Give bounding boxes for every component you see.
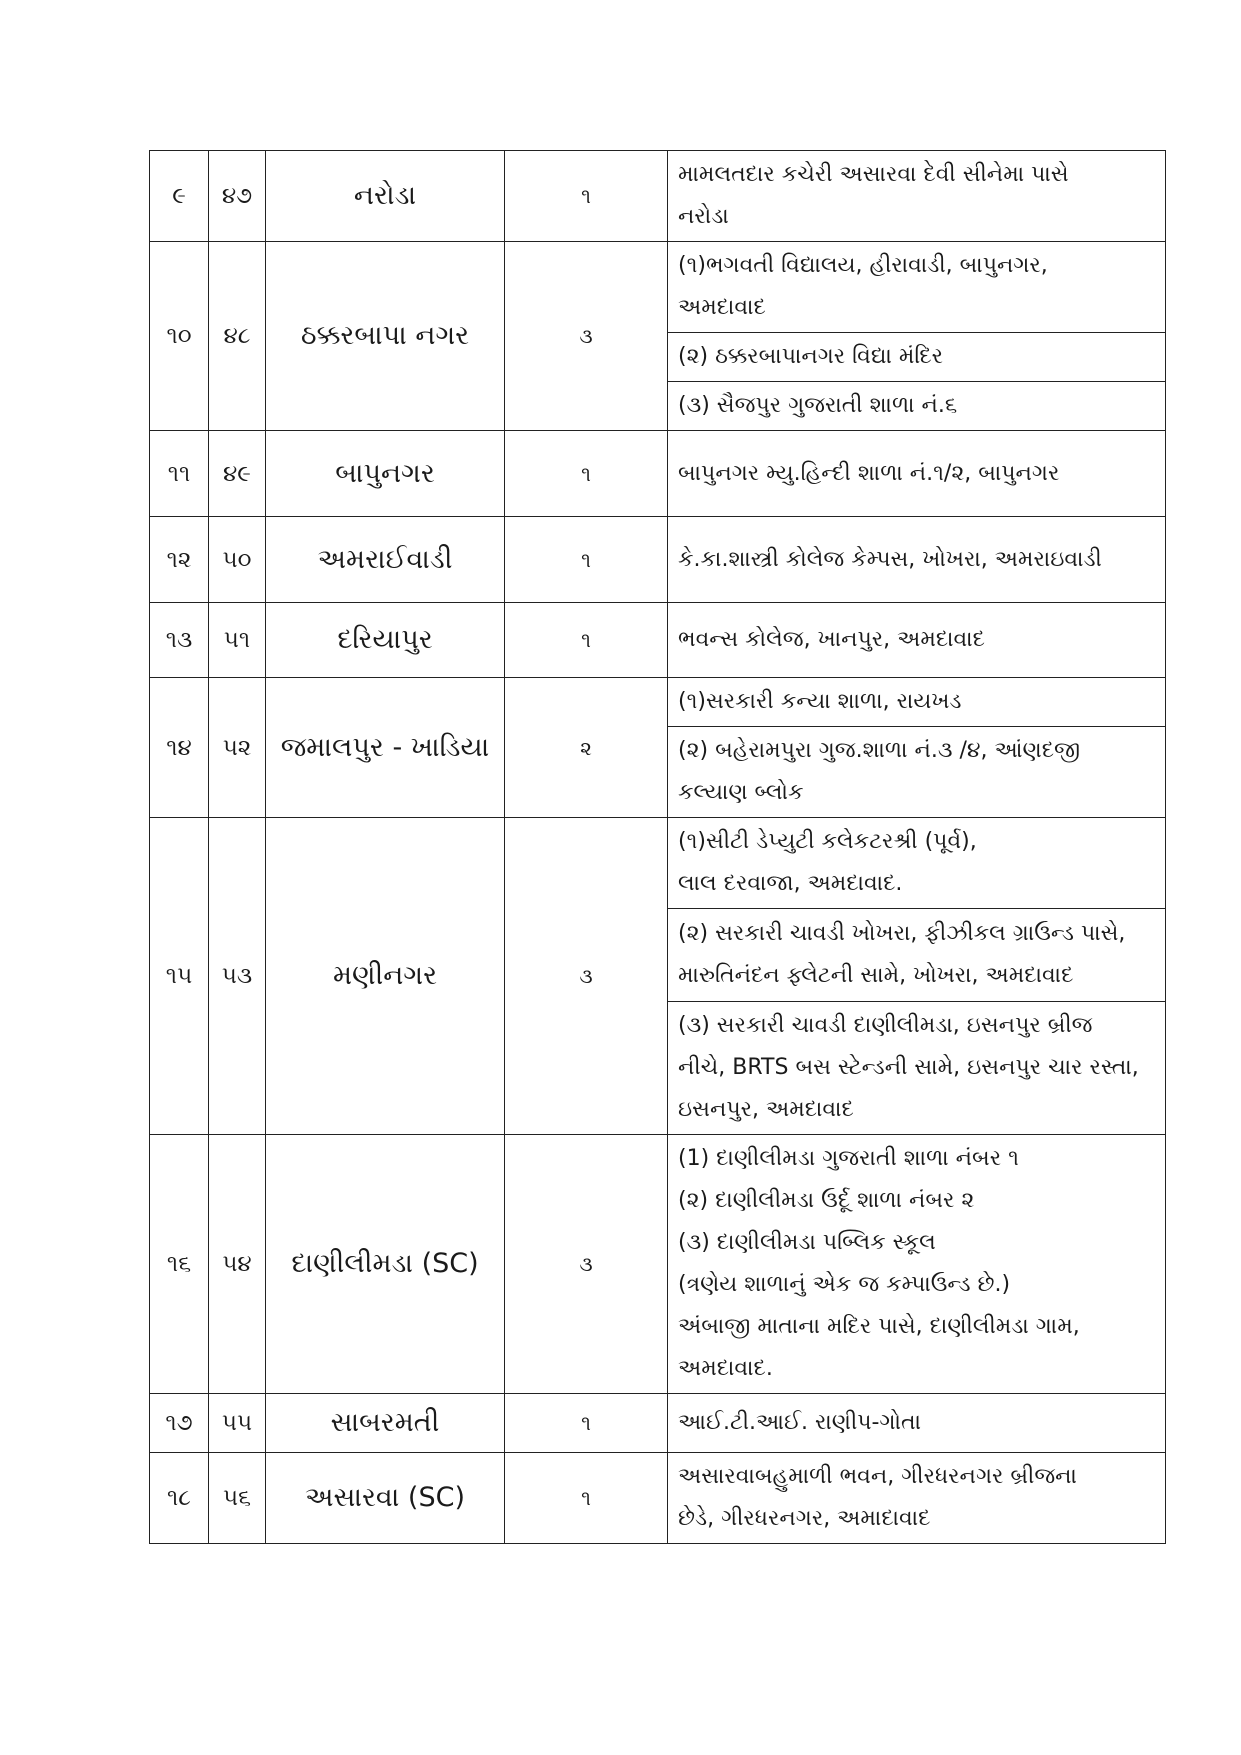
address-line: (૨) દાણીલીમડા ઉર્દૂ શાળા નંબર ૨ bbox=[678, 1188, 975, 1213]
table-row bbox=[150, 818, 1166, 909]
address-line: (૩) દાણીલીમડા પબ્લિક સ્કૂલ bbox=[678, 1230, 936, 1255]
center-address-cell bbox=[668, 1002, 1166, 1135]
address-line: અમદાવાદ bbox=[678, 295, 766, 320]
center-count-cell: ૩ bbox=[505, 242, 668, 431]
address-line: (૧)સરકારી કન્યા શાળા, રાયખડ bbox=[678, 689, 962, 714]
address-line: (૧)ભગવતી વિદ્યાલય, હીરાવાડી, બાપુનગર, bbox=[678, 253, 1048, 278]
address-line: ઇસનપુર, અમદાવાદ bbox=[678, 1097, 854, 1122]
serial-number-cell: ૧૫ bbox=[150, 818, 209, 1135]
serial-number-cell: ૧૧ bbox=[150, 431, 209, 517]
constituency-name-cell: જમાલપુર - ખાડિયા bbox=[266, 678, 505, 818]
constituency-number-cell: ૫૧ bbox=[209, 603, 266, 678]
constituency-number-cell: ૪૭ bbox=[209, 151, 266, 242]
table-row bbox=[150, 431, 1166, 517]
center-address-cell bbox=[668, 909, 1166, 1002]
constituency-number-cell: ૫૪ bbox=[209, 1135, 266, 1394]
constituency-name-cell: અસારવા (SC) bbox=[266, 1453, 505, 1544]
center-address-cell bbox=[668, 151, 1166, 242]
address-line: (૩) સરકારી ચાવડી દાણીલીમડા, ઇસનપુર બ્રીજ bbox=[678, 1013, 1093, 1038]
address-line: (1) દાણીલીમડા ગુજરાતી શાળા નંબર ૧ bbox=[678, 1146, 1019, 1171]
center-address-cell bbox=[668, 431, 1166, 517]
constituency-name-cell: બાપુનગર bbox=[266, 431, 505, 517]
address-line: નરોડા bbox=[678, 204, 729, 229]
address-line: (૨) બહેરામપુરા ગુજ.શાળા નં.૩ /૪, આંણદજી bbox=[678, 738, 1081, 763]
constituency-name-cell: દાણીલીમડા (SC) bbox=[266, 1135, 505, 1394]
serial-number-cell: ૯ bbox=[150, 151, 209, 242]
address-line: છેડે, ગીરધરનગર, અમાદાવાદ bbox=[678, 1506, 931, 1531]
center-count-cell: ૧ bbox=[505, 151, 668, 242]
address-line: લાલ દરવાજા, અમદાવાદ. bbox=[678, 871, 903, 896]
serial-number-cell: ૧૩ bbox=[150, 603, 209, 678]
address-line: મામલતદાર કચેરી અસારવા દેવી સીનેમા પાસે bbox=[678, 162, 1069, 187]
center-count-cell: ૩ bbox=[505, 818, 668, 1135]
center-address-cell bbox=[668, 818, 1166, 909]
constituency-number-cell: ૪૮ bbox=[209, 242, 266, 431]
center-address-cell bbox=[668, 603, 1166, 678]
center-address-cell bbox=[668, 1453, 1166, 1544]
table-row bbox=[150, 1453, 1166, 1544]
address-line: અંબાજી માતાના મદિર પાસે, દાણીલીમડા ગામ, bbox=[678, 1314, 1080, 1339]
center-count-cell: ૧ bbox=[505, 603, 668, 678]
center-address-cell bbox=[668, 678, 1166, 727]
serial-number-cell: ૧૨ bbox=[150, 517, 209, 603]
constituency-number-cell: ૫૫ bbox=[209, 1394, 266, 1453]
center-count-cell: ૧ bbox=[505, 1394, 668, 1453]
constituency-number-cell: ૫૨ bbox=[209, 678, 266, 818]
address-line: નીચે, BRTS બસ સ્ટેન્ડની સામે, ઇસનપુર ચાર રસ્તા, bbox=[678, 1055, 1139, 1080]
constituency-number-cell: ૫૬ bbox=[209, 1453, 266, 1544]
center-address-cell bbox=[668, 1394, 1166, 1453]
center-address-cell bbox=[668, 517, 1166, 603]
constituency-name-cell: દરિયાપુર bbox=[266, 603, 505, 678]
constituency-name-cell: ઠક્કરબાપા નગર bbox=[266, 242, 505, 431]
address-line: (૨) ઠક્કરબાપાનગર વિદ્યા મંદિર bbox=[678, 344, 944, 369]
center-count-cell: ૩ bbox=[505, 1135, 668, 1394]
address-line: આઈ.ટી.આઈ. રાણીપ-ગોતા bbox=[678, 1410, 921, 1435]
constituency-name-cell: નરોડા bbox=[266, 151, 505, 242]
table-row bbox=[150, 1135, 1166, 1394]
center-address-cell bbox=[668, 242, 1166, 333]
center-address-cell bbox=[668, 382, 1166, 431]
address-line: અસારવાબહુમાળી ભવન, ગીરધરનગર બ્રીજના bbox=[678, 1464, 1077, 1489]
center-count-cell: ૨ bbox=[505, 678, 668, 818]
address-line: મારુતિનંદન ફ્લેટની સામે, ખોખરા, અમદાવાદ bbox=[678, 963, 1074, 988]
address-line: કલ્યાણ બ્લોક bbox=[678, 780, 804, 805]
serial-number-cell: ૧૬ bbox=[150, 1135, 209, 1394]
center-count-cell: ૧ bbox=[505, 431, 668, 517]
table-row bbox=[150, 242, 1166, 333]
address-line: (૧)સીટી ડેપ્યુટી કલેકટરશ્રી (પૂર્વ), bbox=[678, 829, 977, 854]
center-address-cell bbox=[668, 333, 1166, 382]
serial-number-cell: ૧૭ bbox=[150, 1394, 209, 1453]
table-row bbox=[150, 1394, 1166, 1453]
table-row bbox=[150, 517, 1166, 603]
serial-number-cell: ૧૮ bbox=[150, 1453, 209, 1544]
table-body bbox=[150, 151, 1166, 1544]
address-line: (૩) સૈજપુર ગુજરાતી શાળા નં.૬ bbox=[678, 393, 958, 418]
polling-center-table bbox=[149, 150, 1166, 1544]
center-count-cell: ૧ bbox=[505, 1453, 668, 1544]
constituency-name-cell: સાબરમતી bbox=[266, 1394, 505, 1453]
address-line: (૨) સરકારી ચાવડી ખોખરા, ફીઝીકલ ગ્રાઉન્ડ પાસે, bbox=[678, 921, 1126, 946]
constituency-name-cell: મણીનગર bbox=[266, 818, 505, 1135]
table-row bbox=[150, 678, 1166, 727]
address-line: કે.કા.શાસ્ત્રી કોલેજ કેમ્પસ, ખોખરા, અમરાઇવાડી bbox=[678, 546, 1102, 572]
address-line: અમદાવાદ. bbox=[678, 1356, 773, 1381]
constituency-number-cell: ૫૦ bbox=[209, 517, 266, 603]
table-row bbox=[150, 151, 1166, 242]
address-line: ભવન્સ કોલેજ, ખાનપુર, અમદાવાદ bbox=[678, 627, 985, 652]
serial-number-cell: ૧૦ bbox=[150, 242, 209, 431]
center-count-cell: ૧ bbox=[505, 517, 668, 603]
constituency-number-cell: ૫૩ bbox=[209, 818, 266, 1135]
center-address-cell bbox=[668, 1135, 1166, 1394]
table-row bbox=[150, 603, 1166, 678]
center-address-cell bbox=[668, 727, 1166, 818]
serial-number-cell: ૧૪ bbox=[150, 678, 209, 818]
address-line: (ત્રણેય શાળાનું એક જ કમ્પાઉન્ડ છે.) bbox=[678, 1272, 1011, 1297]
constituency-number-cell: ૪૯ bbox=[209, 431, 266, 517]
constituency-name-cell: અમરાઈવાડી bbox=[266, 517, 505, 603]
address-line: બાપુનગર મ્યુ.હિન્દી શાળા નં.૧/૨, બાપુનગર bbox=[678, 460, 1060, 486]
